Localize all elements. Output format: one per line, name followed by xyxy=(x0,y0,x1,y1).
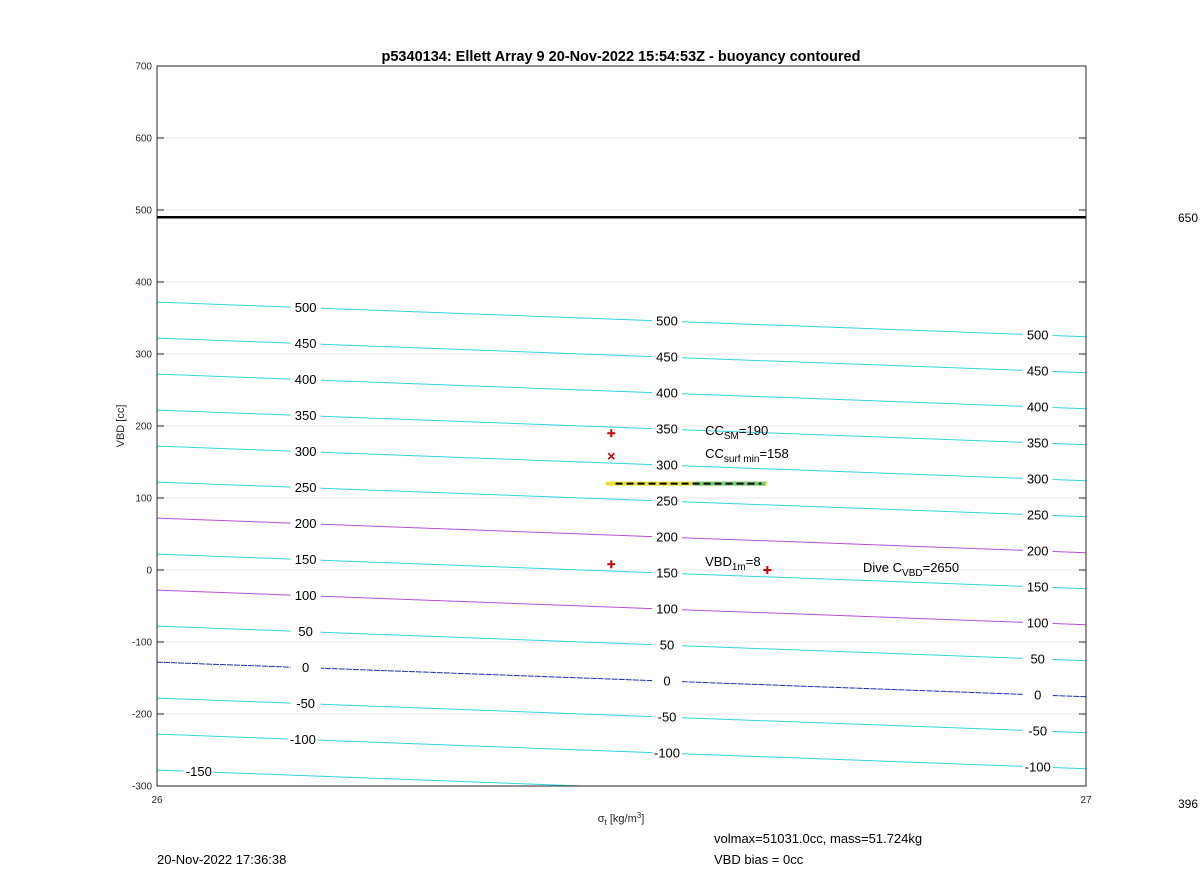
contour-label: 450 xyxy=(656,349,678,365)
contour-label: 150 xyxy=(1026,579,1049,595)
contour-label: 150 xyxy=(656,565,678,581)
contour-label: 100 xyxy=(656,601,678,617)
contour-label: 350 xyxy=(294,408,317,424)
y-tick-label: 700 xyxy=(135,61,152,73)
contour-label: -50 xyxy=(657,709,677,725)
contour-label: -150 xyxy=(185,764,212,780)
contour-label: 50 xyxy=(298,624,313,640)
y-axis-label: VBD [cc] xyxy=(115,404,127,448)
annotation-subscript: surf min xyxy=(723,454,760,466)
marker-cross xyxy=(608,453,614,459)
contour-label: 50 xyxy=(659,637,675,653)
annotation-subscript: SM xyxy=(723,431,739,443)
y-tick-label: 100 xyxy=(135,493,152,505)
contour-labels xyxy=(184,300,1053,780)
marker-plus xyxy=(607,560,615,568)
x-axis-label xyxy=(598,811,645,827)
footer-volmax: volmax=51031.0cc, mass=51.724kg xyxy=(714,831,923,846)
contour-label: 500 xyxy=(656,313,678,329)
contour-label: 200 xyxy=(656,529,678,545)
chart-title: p5340134: Ellett Array 9 20-Nov-2022 15:54:53Z - buoyancy contoured xyxy=(381,49,861,65)
contour-label: 500 xyxy=(1026,327,1049,343)
x-axis-label-superscript: 3 xyxy=(636,811,642,820)
annotation-subscript: VBD xyxy=(902,568,923,579)
contour-label: 100 xyxy=(1026,615,1049,631)
contour-label: 400 xyxy=(294,372,317,388)
contour-label: -100 xyxy=(654,745,681,761)
contour-label: -100 xyxy=(1024,759,1051,775)
annotation-main: VBD xyxy=(705,554,732,570)
contour-label: 350 xyxy=(656,421,678,437)
contour-label: 300 xyxy=(294,444,317,460)
contour-label: 400 xyxy=(1026,399,1049,415)
annotations xyxy=(705,423,959,579)
contour-label: 0 xyxy=(302,660,310,676)
contour-label: 0 xyxy=(1034,687,1042,703)
annotation-main: CC xyxy=(705,446,724,462)
contour-label: 250 xyxy=(1026,507,1049,523)
y-tick-label: 600 xyxy=(135,133,152,145)
contour-line xyxy=(157,770,1086,805)
right-label-top: 650 xyxy=(1178,211,1199,225)
footer-vbd-bias: VBD bias = 0cc xyxy=(714,852,804,867)
contour-label: -100 xyxy=(289,732,316,748)
contour-label: 450 xyxy=(294,336,317,352)
contour-label: 250 xyxy=(656,493,678,509)
annotation-dive_c xyxy=(863,560,959,579)
y-tick-label: 200 xyxy=(135,421,152,433)
x-tick-label: 26 xyxy=(151,795,163,806)
contour-label: 150 xyxy=(294,552,317,568)
contour-label: -50 xyxy=(296,696,316,712)
y-tick-label: -300 xyxy=(131,781,152,793)
x-tick-label: 27 xyxy=(1080,795,1092,806)
annotation-value: =158 xyxy=(759,446,789,462)
x-axis-label-close: ] xyxy=(641,813,645,825)
annotation-value: =2650 xyxy=(922,560,960,575)
contour-label: 300 xyxy=(656,457,678,473)
annotation-main: CC xyxy=(705,423,724,439)
contour-label: 350 xyxy=(1026,435,1049,451)
contour-label: 50 xyxy=(1030,651,1045,667)
annotation-value: =190 xyxy=(738,423,769,439)
contour-label: -50 xyxy=(1028,723,1048,739)
contour-label: 450 xyxy=(1026,363,1049,379)
y-tick-label: -100 xyxy=(131,637,152,649)
footer-timestamp: 20-Nov-2022 17:36:38 xyxy=(157,852,287,867)
y-tick-label: 400 xyxy=(135,277,152,289)
contour-label: 250 xyxy=(294,480,317,496)
contour-label: 400 xyxy=(656,385,678,401)
contour-label: 500 xyxy=(294,300,317,316)
contour-label: 200 xyxy=(1026,543,1049,559)
y-tick-label: 500 xyxy=(135,205,152,217)
y-tick-label: 0 xyxy=(146,565,152,577)
x-axis-label-subscript: t xyxy=(604,818,607,827)
marker-plus xyxy=(607,429,615,437)
contour-label: 0 xyxy=(663,673,671,689)
y-tick-label: 300 xyxy=(135,349,152,361)
annotation-cc_surf xyxy=(705,446,789,465)
annotation-value: =8 xyxy=(745,554,761,570)
right-label-bottom: 396 xyxy=(1178,797,1199,811)
x-axis-label-units: [kg/m xyxy=(606,813,637,825)
y-tick-label: -200 xyxy=(131,709,152,721)
contour-label: 200 xyxy=(294,516,317,532)
contour-label: 300 xyxy=(1026,471,1049,487)
annotation-main: Dive C xyxy=(863,560,903,575)
contour-label: 100 xyxy=(294,588,317,604)
marker-plus xyxy=(763,566,771,574)
annotation-subscript: 1m xyxy=(731,562,746,574)
x-axis-label-symbol: σ xyxy=(597,813,605,825)
